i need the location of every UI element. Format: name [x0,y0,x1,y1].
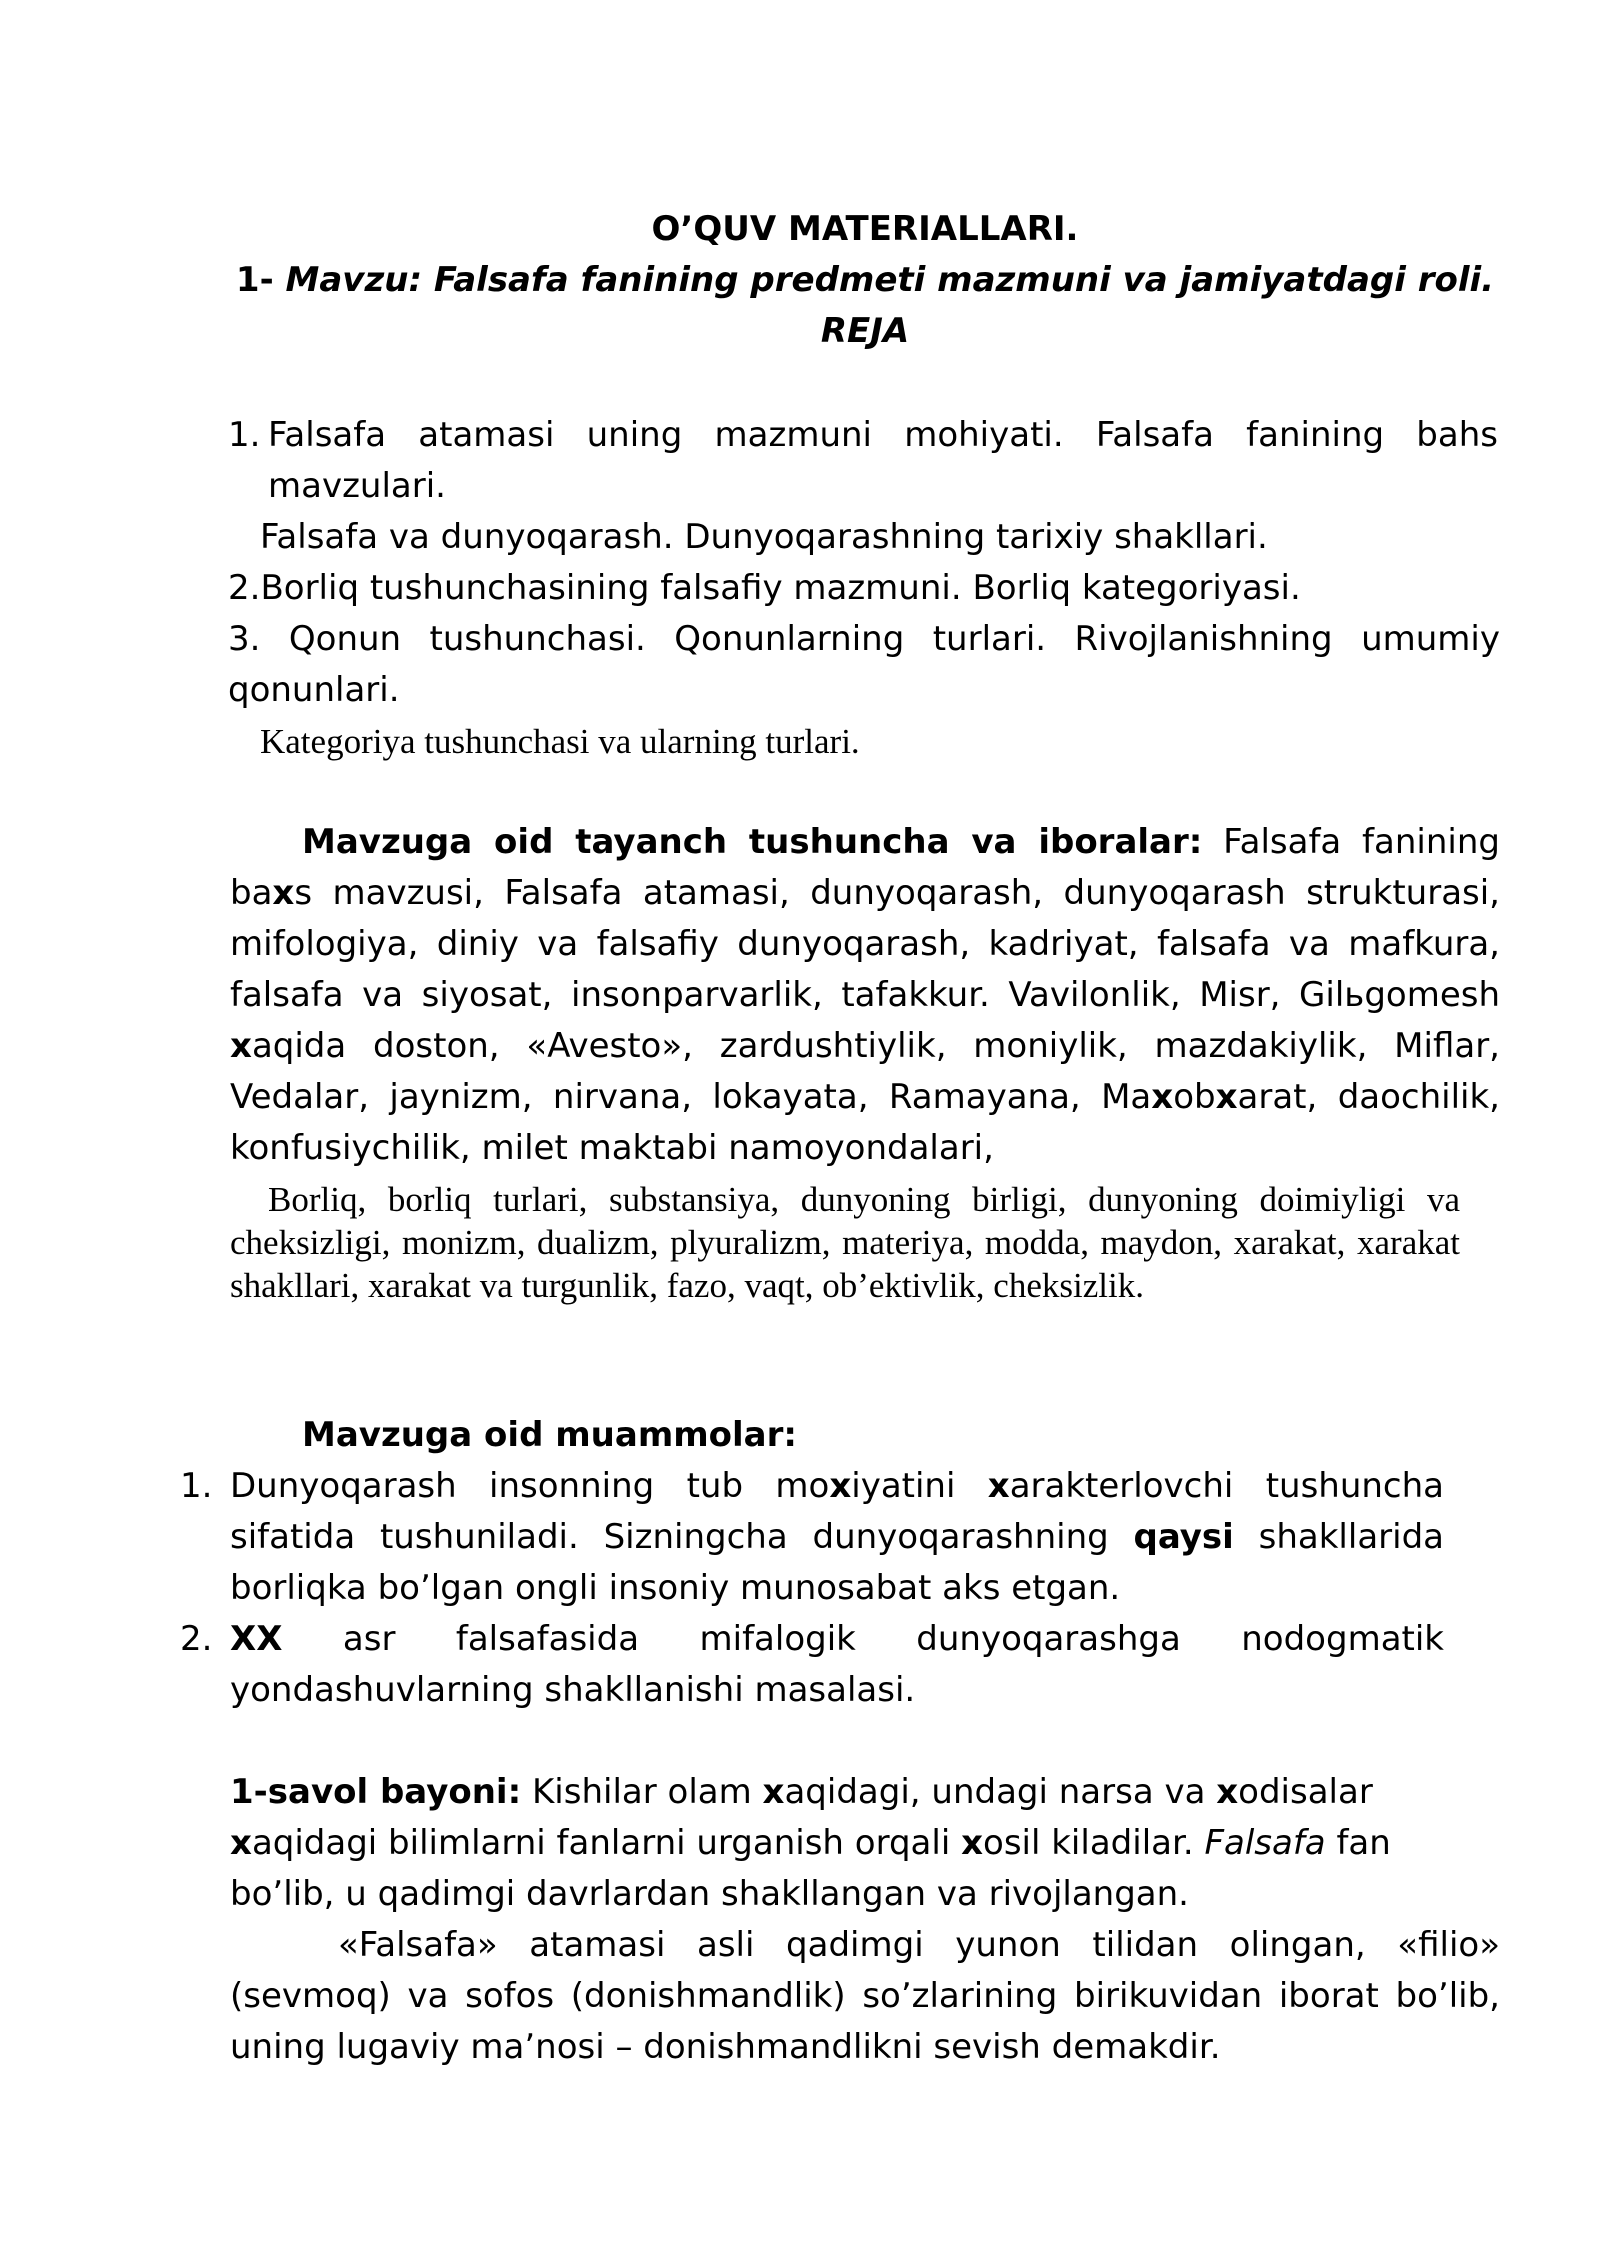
answer-text-2: aqidagi, undagi narsa va [784,1772,1217,1812]
answer-paragraph-2 [230,1920,1500,2073]
answer-bold-1: x [762,1772,785,1812]
answer-text-4: aqidagi bilimlarni fanlarni urganish orqali [251,1823,962,1863]
plan-label: REJA [820,311,910,351]
problem-2-bold: XX [230,1619,283,1659]
answer-lead: 1-savol bayoni: [230,1772,522,1812]
plan-item-3 [228,614,1500,716]
problem-item-1-number: 1. [180,1466,213,1506]
plan-item-3-continuation-text: Kategoriya tushunchasi va ularning turlari. [260,722,860,761]
problems-heading-text: Mavzuga oid muammolar: [302,1415,797,1455]
topic-number: 1- [235,260,286,300]
plan-item-2 [228,563,1500,614]
problem-1-part-e: arakterlovchi tushuncha sifatida tushuniladi. Sizningcha dunyoqarashning [230,1466,1445,1557]
plan-item-2-text: 2.Borliq tushunchasining falsafiy mazmuni. Borliq kategoriyasi. [228,568,1301,608]
plan-item-1-text: Falsafa atamasi uning mazmuni mohiyati. Falsafa fanining bahs mavzulari. [268,415,1498,506]
answer-bold-4: x [961,1823,984,1863]
concepts-bold-1: x [272,873,295,913]
problem-1-part-c: iyatini [851,1466,988,1506]
concepts-bold-4: x [1215,1077,1238,1117]
answer-text-7: bo’lib, u qadimgi davrlardan shakllangan va rivojlangan. [230,1874,1189,1914]
problem-2-text: asr falsafasida mifalogik dunyoqarashga nodogmatik yondashuvlarning shakllanishi masalasi. [230,1619,1444,1710]
concepts-serif-paragraph [230,1178,1460,1307]
answer-text-6: fan [1325,1823,1391,1863]
concepts-text-4: ob [1173,1077,1216,1117]
plan-item-3-continuation [260,720,1500,763]
answer-line-3 [230,1869,1500,1920]
problem-item-1-text [230,1461,1444,1614]
problem-1-part-f: qaysi [1133,1517,1234,1557]
concepts-bold-3: x [1151,1077,1174,1117]
plan-item-3-text: 3. Qonun tushunchasi. Qonunlarning turlari. Rivojlanishning umumiy qonunlari. [228,619,1500,710]
answer-bold-3: x [230,1823,252,1863]
answer-text-1: Kishilar olam [521,1772,763,1812]
answer-text-3: odisalar [1238,1772,1373,1812]
plan-item-1-number: 1. [228,415,261,455]
problems-heading [302,1410,1302,1461]
plan-item-1 [228,410,1498,512]
answer-italic-1: Falsafa [1204,1823,1326,1863]
problem-1-part-b: x [829,1466,852,1506]
concepts-lead: Mavzuga oid tayanch tushuncha va iboralar: [302,822,1203,862]
concepts-text-2: s mavzusi, Falsafa atamasi, dunyoqarash, dunyoqarash strukturasi, mifologiya, diniy va falsafiy dunyoqarash, kadriyat, falsafa va mafkura, falsafa va siyosat, insonparvarlik, tafakkur. Vavilonlik, Misr, Gilьgomesh [230,873,1500,1015]
answer-text-5: osil kiladilar. [983,1823,1205,1863]
document-title [230,204,1500,255]
problem-1-part-a: Dunyoqarash insonning tub mo [230,1466,830,1506]
problem-item-2-number: 2. [180,1619,213,1659]
problem-item-1 [180,1461,1444,1614]
concepts-text-1: Falsafa fanining ba [230,822,1500,913]
concepts-paragraph [230,817,1500,1174]
concepts-serif-text: Borliq, borliq turlari, substansiya, dunyoning birligi, dunyoning doimiyligi va cheksizligi, monizm, dualizm, plyuralizm, materiya, modda, maydon, xarakat, xarakat shakllari, xarakat va turgunlik, fazo, vaqt, ob’ektivlik, cheksizlik. [230,1180,1460,1305]
plan-heading [230,306,1500,357]
topic-text: Mavzu: Falsafa fanining predmeti mazmuni va jamiyatdagi roli. [285,260,1495,300]
title-text: O’QUV MATERIALLARI. [651,209,1079,249]
concepts-text-3: aqida doston, «Avesto», zardushtiylik, moniylik, mazdakiylik, Miflar, Vedalar, jaynizm, nirvana, lokayata, Ramayana, Ma [230,1026,1500,1117]
plan-item-1-continuation-text: Falsafa va dunyoqarash. Dunyoqarashning tarixiy shakllari. [260,517,1268,557]
answer-bold-2: x [1216,1772,1239,1812]
answer-paragraph-2-text: «Falsafa» atamasi asli qadimgi yunon tilidan olingan, «filio» (sevmoq) va sofos (donishmandlik) so’zlarining birikuvidan iborat bo’lib, uning lugaviy ma’nosi – donishmandlikni sevish demakdir. [230,1925,1500,2067]
problem-1-part-d: x [987,1466,1010,1506]
answer-line-1 [230,1767,1500,1818]
concepts-bold-2: x [230,1026,252,1066]
topic-line [230,255,1500,306]
problem-item-2-text [230,1614,1444,1716]
problem-1-part-g: shakllarida borliqka bo’lgan ongli insoniy munosabat aks etgan. [230,1517,1444,1608]
problem-item-2 [180,1614,1444,1716]
answer-line-2 [230,1818,1500,1869]
concepts-text-5: arat, daochilik, konfusiychilik, milet maktabi namoyondalari, [230,1077,1500,1168]
plan-item-1-continuation [260,512,1500,563]
